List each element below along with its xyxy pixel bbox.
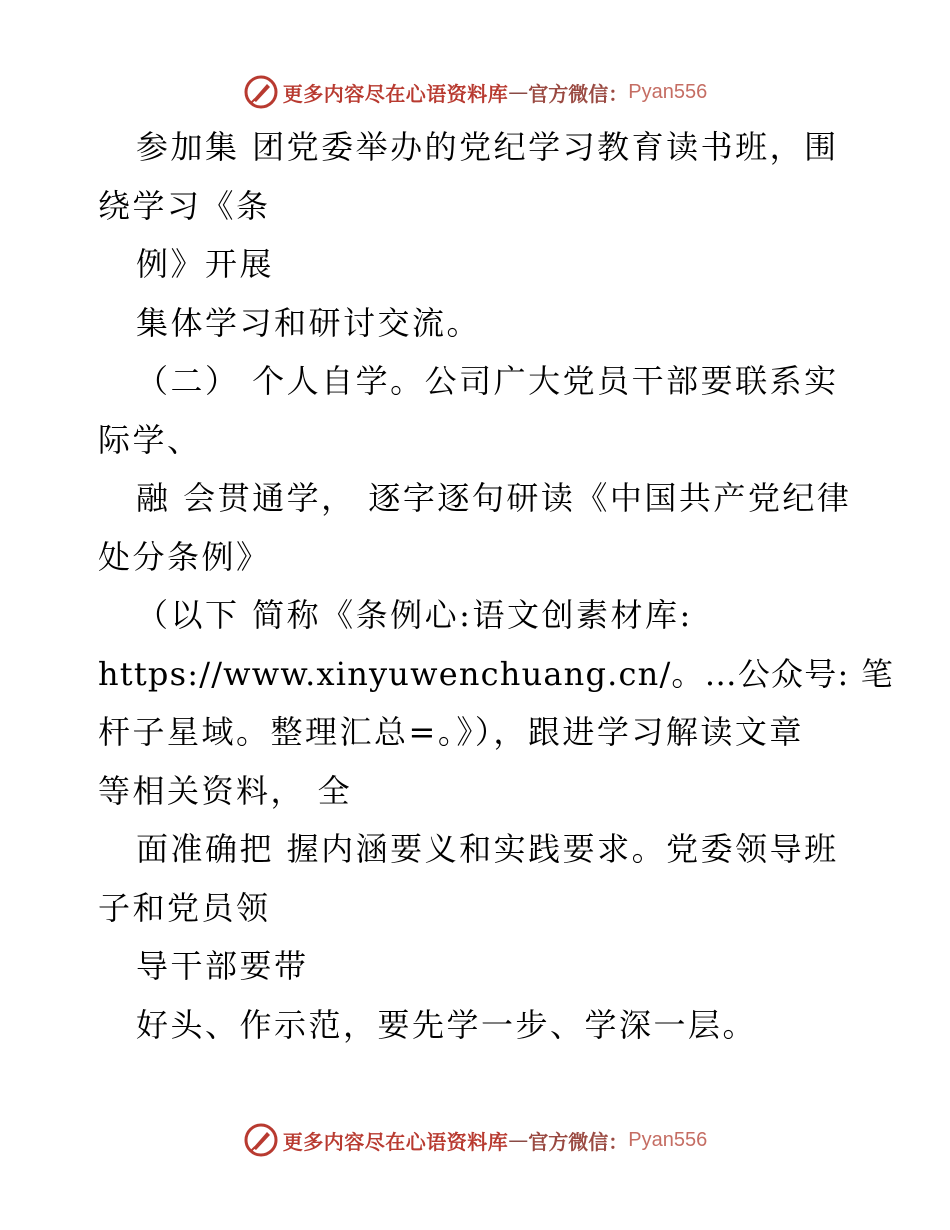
body-line: 集体学习和研讨交流。 [136,303,482,342]
body-line: 好头、作示范，要先学一步、学深一层。 [136,1005,758,1044]
body-line: （二） 个人自学。公司广大党员干部要联系实 [136,362,839,400]
document-body [98,118,894,1054]
banner-id: Pyan556 [628,80,708,103]
body-line: 处分条例》 [98,537,271,576]
footer-banner [0,1120,950,1160]
banner-separator: — [508,80,529,104]
banner-label: 官方微信： [528,81,629,106]
body-line: 等相关资料， 全 [98,771,353,810]
body-line: 融 会贯通学， 逐字逐句研读《中国共产党纪律 [136,479,852,517]
banner-text: 更多内容尽在心语资料库 [282,1129,509,1154]
body-line: 导干部要带 [136,947,309,985]
quill-pen-logo-icon [243,1122,279,1158]
body-line: 面准确把 握内涵要义和实践要求。党委领导班 [136,830,839,868]
quill-pen-logo-icon [243,74,279,110]
body-line: 际学、 [98,420,202,459]
body-line: 杆子星域。整理汇总=。》），跟进学习解读文章 [98,713,804,751]
body-line: 例》开展 [136,245,275,283]
body-line: 绕学习《条 [98,186,271,225]
banner-separator: — [508,1128,529,1152]
banner-label: 官方微信： [528,1129,629,1154]
body-line: 子和党员领 [98,888,271,927]
header-banner [0,72,950,112]
body-line: 参加集 团党委举办的党纪学习教育读书班，围 [136,128,839,166]
banner-id: Pyan556 [628,1128,708,1151]
banner-text: 更多内容尽在心语资料库 [282,81,509,106]
body-line-url: https://www.xinyuwenchuang.cn/。…公众号: 笔 [98,654,894,693]
body-line: （以下 简称《条例心:语文创素材库: [136,596,693,634]
